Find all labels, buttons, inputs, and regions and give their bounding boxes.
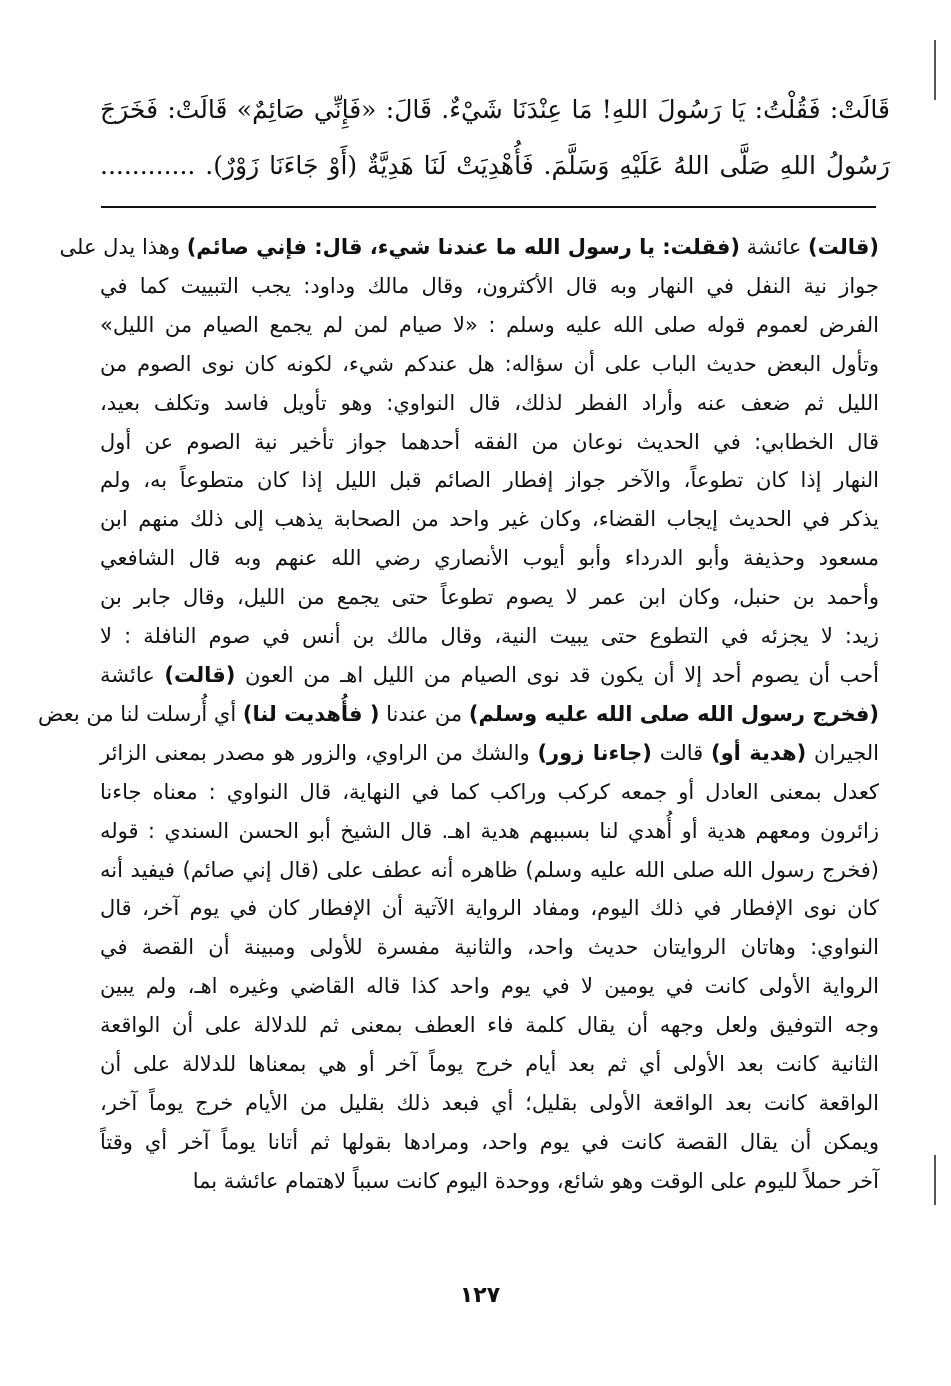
- commentary-line: النهار إذا كان تطوعاً، والآخر جواز إفطار الصائم قبل الليل إذا كان متطوعاً به، ولم: [100, 468, 879, 493]
- commentary-text: [37, 228, 879, 1201]
- commentary-line: قال الخطابي: في الحديث نوعان من الفقه أحدهما جواز تأخير نية الصوم عن أول: [100, 429, 879, 454]
- scan-edge-mark: [934, 40, 936, 100]
- line-text: وهذا يدل على: [59, 235, 187, 259]
- commentary-line: الثانية كانت بعد الأولى أي ثم بعد أيام خرج يوماً آخر أو هي بمعناها للدلالة على أن: [100, 1052, 879, 1077]
- line-text: عائشة: [739, 235, 809, 259]
- hadith-line: رَسُولُ اللهِ صَلَّى اللهُ عَلَيْهِ وَسَلَّمَ. فَأُهْدِيَتْ لَنَا هَدِيَّةٌ (أَوْ جَاءَنَا زَوْرٌ). ............: [100, 151, 890, 180]
- line-text: أي أُرسلت لنا من بعض: [37, 701, 243, 726]
- commentary-line: كعدل بمعنى العادل أو جمعه كركب وراكب كما في النهاية، قال النواوي : معناه جاءنا: [100, 779, 879, 804]
- commentary-line: [100, 734, 879, 773]
- commentary-line: وأحمد بن حنبل، وكان ابن عمر لا يصوم تطوعاً حتى يجمع من الليل، وقال جابر بن: [100, 585, 879, 610]
- commentary-line: ويمكن أن يقال القصة كانت في يوم واحد، ومرادها بقولها ثم أتانا يوماً آخر أي وقتاً: [100, 1129, 879, 1154]
- line-text: قالت: [651, 740, 711, 765]
- commentary-line: آخر حملاً لليوم على الوقت وهو شائع، ووحدة اليوم كانت سبباً لاهتمام عائشة بما: [192, 1168, 879, 1193]
- commentary-line: الرواية الأولى كانت في يومين لا في يوم واحد كذا قاله القاضي وغيره اهـ، ولم يبين: [100, 974, 879, 999]
- bold-quote: ( فأُهديت لنا): [242, 701, 380, 726]
- commentary-line: مسعود وحذيفة وأبو الدرداء وأبو أيوب الأنصاري رضي الله عنهم وبه قال الشافعي: [100, 546, 879, 571]
- bold-quote: (هدية أو): [710, 740, 807, 765]
- hadith-text: [100, 82, 890, 194]
- commentary-line: زائرون ومعهم هدية أو أُهدي لنا بسببهم هدية اهـ. قال الشيخ أبو الحسن السندي : قوله: [100, 818, 879, 843]
- commentary-line: الفرض لعموم قوله صلى الله عليه وسلم : «لا صيام لمن لم يجمع الصيام من الليل»: [100, 312, 879, 337]
- page-number: ١٢٧: [459, 1283, 501, 1308]
- line-text: عائشة: [100, 662, 165, 687]
- commentary-line: [100, 656, 879, 695]
- commentary-line: الليل ثم ضعف عنه وأراد الفطر لذلك، قال النواوي: وهو تأويل فاسد وتكلف بعيد،: [100, 390, 879, 415]
- line-text: والشك من الراوي، والزور هو مصدر بمعنى الزائر: [100, 740, 538, 765]
- bold-quote: (جاءنا زور): [537, 740, 652, 765]
- commentary-line: [37, 695, 879, 734]
- commentary-line: يذكر في الحديث إيجاب القضاء، وكان غير واحد من الصحابة يذهب إلى ذلك منهم ابن: [100, 507, 879, 532]
- line-text: أحب أن يصوم أحد إلا أن يكون قد نوى الصيام من الليل اهـ من العون: [235, 662, 879, 687]
- commentary-line: زيد: لا يجزئه في التطوع حتى يبيت النية، وقال مالك بن أنس في صوم النافلة : لا: [100, 624, 879, 649]
- commentary-line: [59, 228, 879, 267]
- commentary-line: وجه التوفيق ولعل وجهه أن يقال كلمة فاء العطف بمعنى ثم للدلالة على أن الواقعة: [100, 1013, 879, 1038]
- hadith-line: قَالَتْ: فَقُلْتُ: يَا رَسُولَ اللهِ! مَا عِنْدَنَا شَيْءٌ. قَالَ: «فَإِنِّي صَائِمٌ» قَالَتْ: فَخَرَجَ: [100, 95, 890, 124]
- bold-quote: (قالت): [808, 235, 879, 259]
- commentary-line: (فخرج رسول الله صلى الله عليه وسلم) ظاهره أنه عطف على (قال إني صائم) فيفيد أنه: [100, 857, 879, 882]
- bold-quote: (فخرج رسول الله صلى الله عليه وسلم): [468, 701, 879, 726]
- bold-quote: (فقلت: يا رسول الله ما عندنا شيء، قال: فإني صائم): [186, 235, 740, 259]
- scan-edge-mark: [934, 1155, 936, 1205]
- commentary-line: وتأول البعض حديث الباب على أن سؤاله: هل عندكم شيء، لكونه كان نوى الصوم من: [100, 351, 879, 376]
- line-text: من عندنا: [379, 701, 469, 726]
- commentary-line: الواقعة كانت بعد الواقعة الأولى بقليل؛ أي فبعد ذلك بقليل من الأيام خرج يوماً آخر،: [100, 1090, 879, 1115]
- bold-quote: (قالت): [164, 662, 236, 687]
- commentary-line: النواوي: وهاتان الروايتان حديث واحد، والثانية مفسرة للأولى ومبينة أن القصة في: [100, 935, 879, 960]
- footnote-separator: [101, 206, 876, 208]
- line-text: الجيران: [806, 740, 879, 765]
- commentary-line: جواز نية النفل في النهار وبه قال الأكثرون، وقال مالك وداود: يجب التبييت كما في: [100, 273, 879, 298]
- commentary-line: كان نوى الإفطار في ذلك اليوم، ومفاد الرواية الآتية أن الإفطار كان في يوم آخر، قال: [100, 896, 879, 921]
